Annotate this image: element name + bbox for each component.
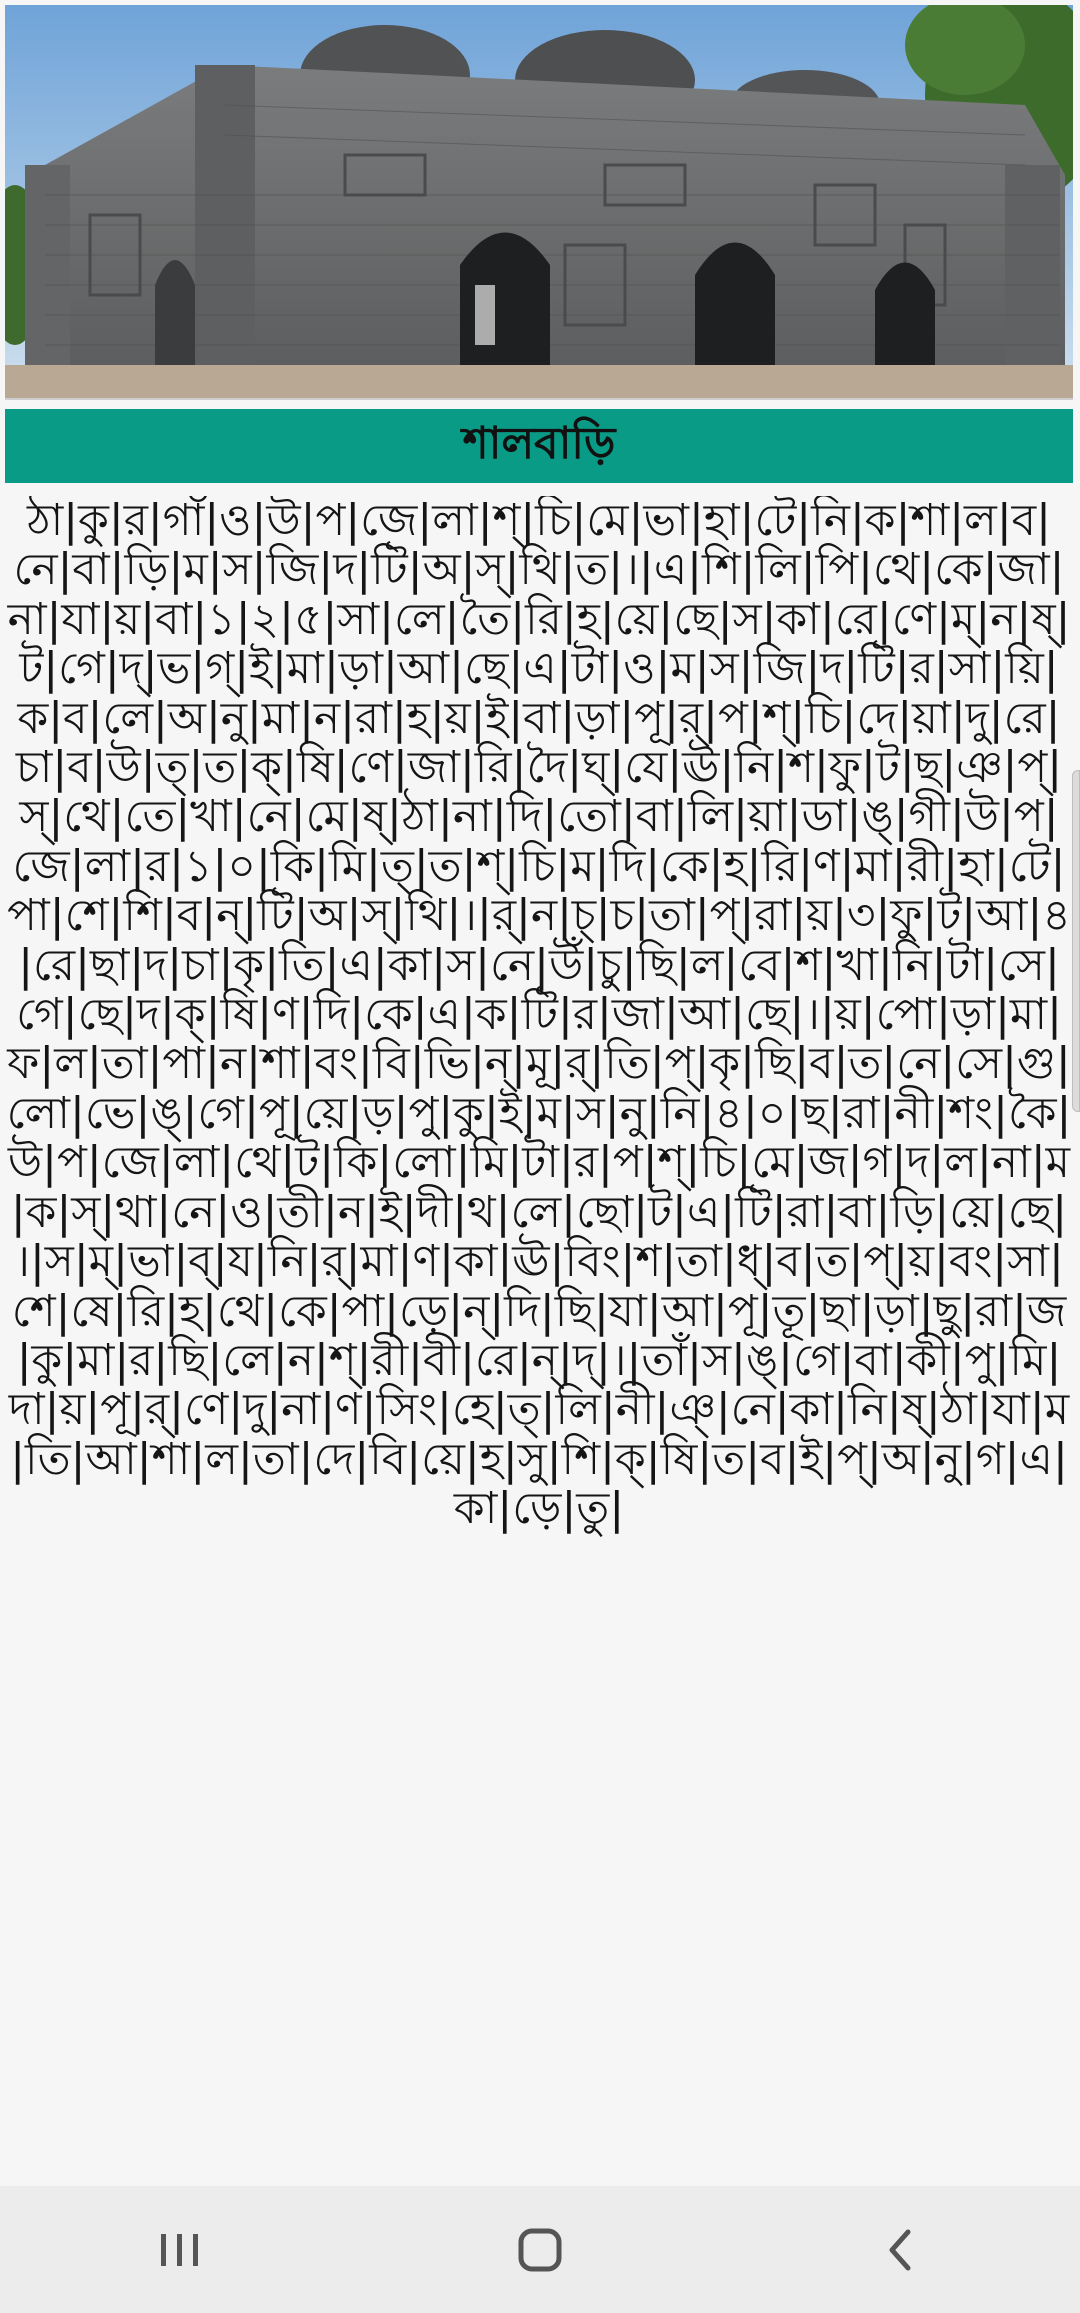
page-title: শালবাড়ি	[462, 417, 616, 469]
home-icon	[516, 2226, 564, 2274]
back-icon	[884, 2226, 916, 2274]
article-text: ঠা|কু|র|গাঁ|ও|উ|প|জে|লা|শ্|চি|মে|ভা|হা|টে|নি|ক|শা|ল|ব|নে|বা|ড়ি|ম|স|জি|দ|টি|অ|স্|থি|ত|।|এ|শি|লি|পি|থে|কে|জা|না|যা|য়|বা|১|২|৫|সা|লে|তৈ|রি|হ|য়ে|ছে|স|কা|রে|ণে|ম্|ন|ষ্|ট|গে|দ্|ভ|গ্|ই|মা|ড়া|আ|ছে|এ|টা|ও|ম|স|জি|দ|টি|র|সা|য়ি|ক|ব|লে|অ|নু|মা|ন|রা|হ|য়|ই|বা|ড়া|পূ|র্|প|শ্|চি|দে|য়া|দু|রে|চা|ব|উ|ত্|ত|ক্|ষি|ণে|জা|রি|দৈ|ঘ্|যে|ঊ|নি|শ|ফু|ট|ছ|ঞ|প্|স্|থে|তে|খা|নে|মে|ষ্|ঠা|না|দি|তো|বা|লি|য়া|ডা|ঙ্|গী|উ|প|জে|লা|র|১|০|কি|মি|ত্|ত|শ্|চি|ম|দি|কে|হ|রি|ণ|মা|রী|হা|টে|পা|শে|শি|ব|ন্|টি|অ|স্|থি|।|র্|ন|চ্|চ|তা|প্|রা|য়|৩|ফু|ট|আ|৪|রে|ছা|দ|চা|কৃ|তি|এ|কা|স|নে|উঁ|চু|ছি|ল|বে|শ|খা|নি|টা|সে|গে|ছে|দ|ক্|ষি|ণ|দি|কে|এ|ক|টি|র|জা|আ|ছে|।|য়|পো|ড়া|মা|ফ|ল|তা|পা|ন|শা|বং|বি|ভি|ন্|মূ|র্|তি|প্|কৃ|ছি|ব|ত|নে|সে|গু|লো|ভে|ঙ্|গে|পূ|য়ে|ড়|পু|কু|ই|ম|স|নু|নি|৪|০|ছ|রা|নী|শং|কৈ|উ|প|জে|লা|থে|ট|কি|লো|মি|টা|র|প|শ্|চি|মে|জ|গ|দ|ল|না|ম|ক|স্|থা|নে|ও|তী|ন|ই|দী|থ|লে|ছো|ট|এ|টি|রা|বা|ড়ি|য়ে|ছে|।|স|ম্|ভা|ব্|য|নি|র্|মা|ণ|কা|ঊ|বিং|শ|তা|ধ্|ব|ত|প্|য়|বং|সা|শে|ষে|রি|হ|থে|কে|পা|ড়ে|ন্|দি|ছি|যা|আ|পূ|তূ|ছা|ড়া|ছু|রা|জ|কু|মা|র|ছি|লে|ন|শ্|রী|বী|রে|ন্|দ্|।|তাঁ|স|ঙ্|গে|বা|কী|পু|মি|দা|য়|পূ|র্|ণে|দু|না|ণ|সিং|হে|ত্|লি|নী|ঞ্|নে|কা|নি|ষ্|ঠা|যা|ম|তি|আ|শা|ল|তা|দে|বি|য়ে|হ|সু|শি|ক্|ষি|ত|ব|ই|প্|অ|নু|গ|এ|কা|ড়ে|তু|	[6, 496, 1072, 1535]
recent-apps-icon	[157, 2230, 203, 2270]
recent-apps-button[interactable]	[110, 2200, 250, 2300]
home-button[interactable]	[470, 2200, 610, 2300]
navigation-bar	[0, 2186, 1080, 2313]
title-bar	[5, 409, 1073, 483]
back-button[interactable]	[830, 2200, 970, 2300]
mosque-photo	[5, 5, 1073, 400]
edge-panel-handle[interactable]	[1072, 770, 1080, 1112]
mosque-illustration	[5, 5, 1073, 398]
